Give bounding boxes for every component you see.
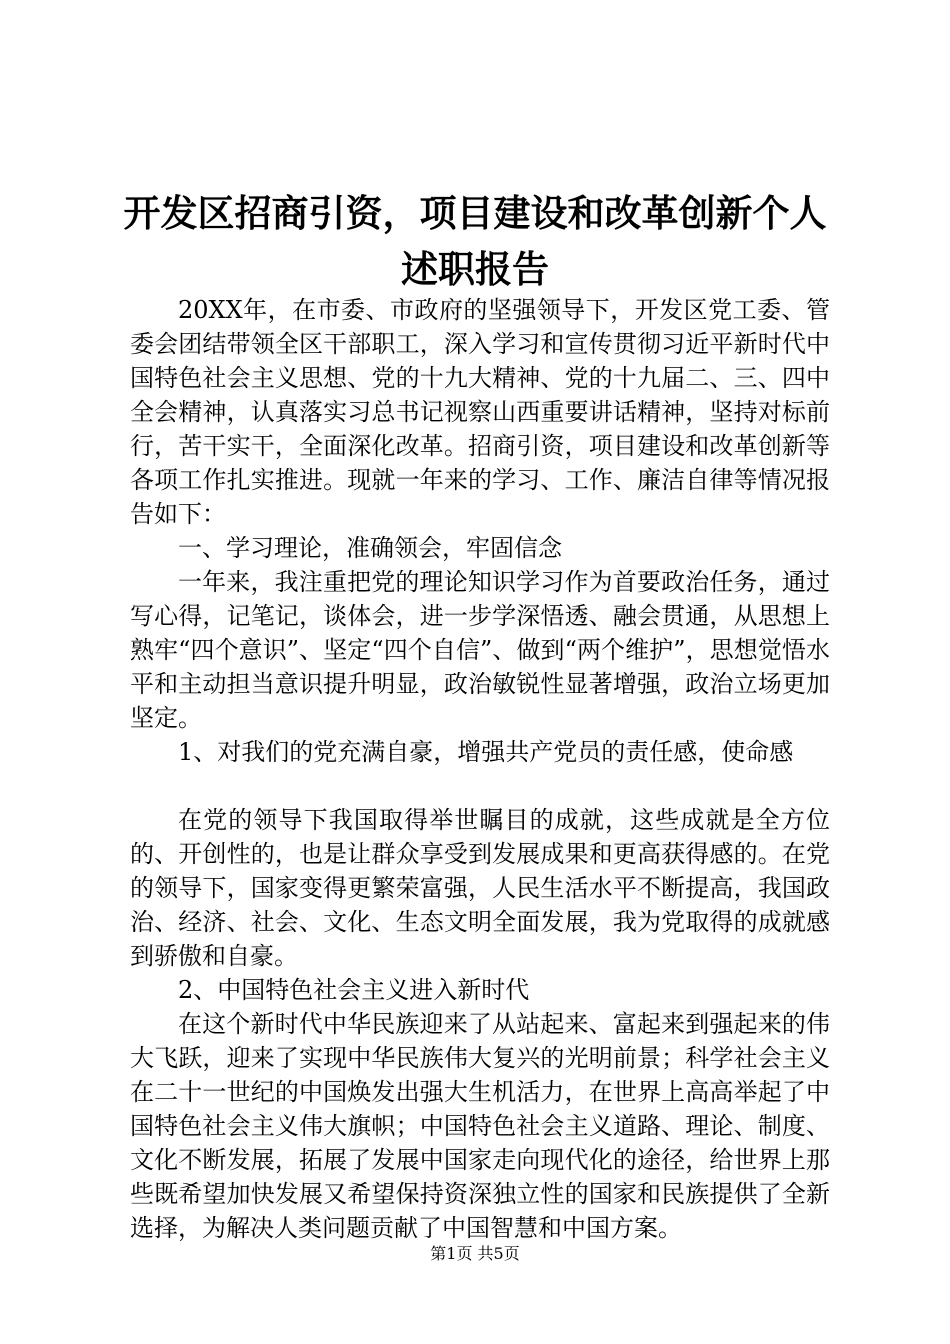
paragraph-gap xyxy=(130,769,830,803)
section-paragraph-1: 一年来，我注重把党的理论知识学习作为首要政治任务，通过写心得，记笔记，谈体会，进一步学深悟透、融会贯通，从思想上熟牢“四个意识”、坚定“四个自信”、做到“两个维护”，思想觉悟水平和主动担当意识提升明显，政治敏锐性显著增强，政治立场更加坚定。 xyxy=(130,568,830,732)
intro-paragraph: 20XX年，在市委、市政府的坚强领导下，开发区党工委、管委会团结带领全区干部职工，深入学习和宣传贯彻习近平新时代中国特色社会主义思想、党的十九大精神、党的十九届二、三、四中全会精神，认真落实习总书记视察山西重要讲话精神，坚持对标前行，苦干实干，全面深化改革。招商引资，项目建设和改革创新等各项工作扎实推进。现就一年来的学习、工作、廉洁自律等情况报告如下： xyxy=(130,296,830,528)
document-title: 开发区招商引资，项目建设和改革创新个人述职报告 xyxy=(123,192,827,291)
page-footer: 第1页 共5页 xyxy=(430,1244,520,1263)
section-heading-1: 一、学习理论，准确领会，牢固信念 xyxy=(178,534,562,562)
subsection-heading-1: 1、对我们的党充满自豪，增强共产党员的责任感，使命感 xyxy=(178,738,794,766)
document-body xyxy=(130,293,830,1245)
subsection-paragraph-1: 在党的领导下我国取得举世瞩目的成就，这些成就是全方位的、开创性的，也是让群众享受到发展成果和更高获得感的。在党的领导下，国家变得更繁荣富强，人民生活水平不断提高，我国政治、经济、社会、文化、生态文明全面发展，我为党取得的成就感到骄傲和自豪。 xyxy=(130,806,830,970)
subsection-heading-2: 2、中国特色社会主义进入新时代 xyxy=(178,976,530,1004)
subsection-paragraph-2: 在这个新时代中华民族迎来了从站起来、富起来到强起来的伟大飞跃，迎来了实现中华民族伟大复兴的光明前景；科学社会主义在二十一世纪的中国焕发出强大生机活力，在世界上高高举起了中国特色社会主义伟大旗帜；中国特色社会主义道路、理论、制度、文化不断发展，拓展了发展中国家走向现代化的途径，给世界上那些既希望加快发展又希望保持资深独立性的国家和民族提供了全新选择，为解决人类问题贡献了中国智慧和中国方案。 xyxy=(130,1010,830,1242)
